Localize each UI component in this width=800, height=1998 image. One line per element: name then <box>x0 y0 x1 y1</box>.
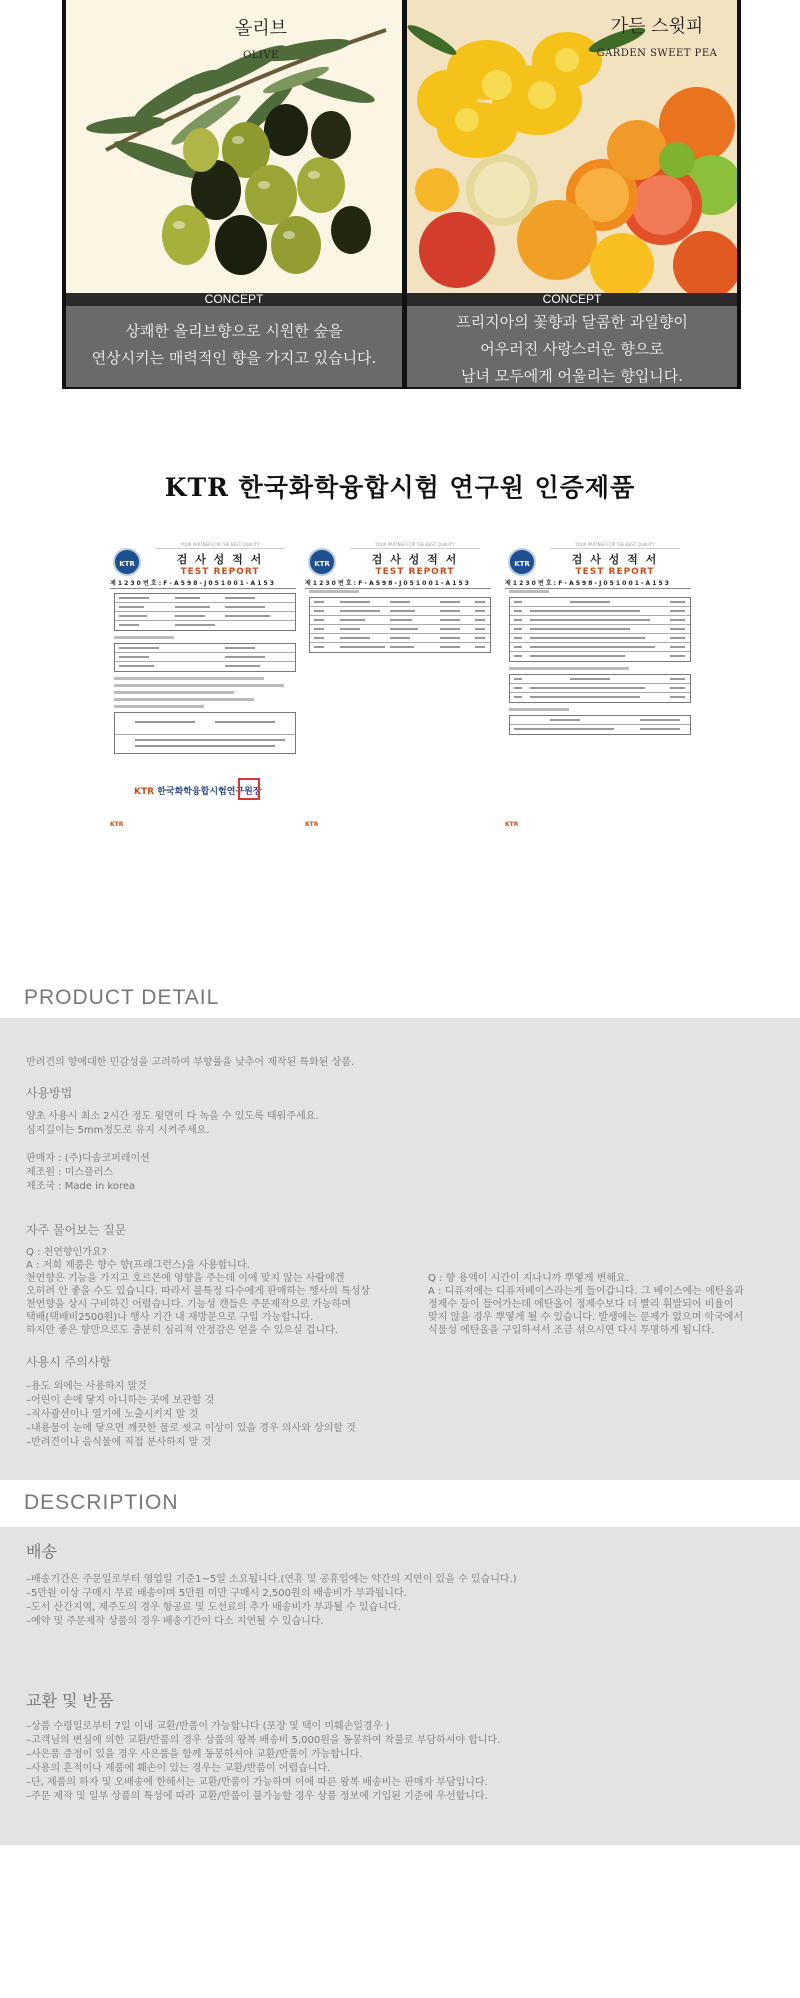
olive-title-en: OLIVE <box>243 50 279 61</box>
report-tagline: YOUR PARTNER FOR THE BEST QUALITY <box>155 542 285 549</box>
product-intro: 반려견의 향에대한 민감성을 고려하여 부향률을 낮추어 제작된 특화된 상품. <box>26 1057 355 1068</box>
report-header <box>155 542 285 577</box>
usage-line-2: 심지길이는 5mm정도로 유지 시켜주세요. <box>26 1125 210 1136</box>
divider <box>110 588 296 589</box>
origin-info: 제조국 : Made in korea <box>26 1181 136 1192</box>
exchange-line-4: –사용의 흔적이나 제품에 훼손이 있는 경우는 교환/반품이 어렵습니다. <box>26 1763 331 1774</box>
exchange-line-1: –상품 수령일로부터 7일 이내 교환/반품이 가능합니다 (포장 및 택이 미훼손일경우 ) <box>26 1721 390 1732</box>
report-number: 제 1 2 3 0 번 호 : F - A 5 9 8 - J 0 5 1 0 0 1 - A 1 5 3 <box>505 580 669 587</box>
report-title-ko: 검 사 성 적 서 <box>571 553 659 566</box>
shipping-line-4: –예약 및 주문제작 상품의 경우 배송기간이 다소 지연될 수 있습니다. <box>26 1616 324 1627</box>
exchange-line-5: –단, 제품의 하자 및 오배송에 한해서는 교환/반품이 가능하며 이에 따른 왕복 배송비는 판매자 부담입니다. <box>26 1777 488 1788</box>
report-number: 제 1 2 3 0 번 호 : F - A 5 9 8 - J 0 5 1 0 0 1 - A 1 5 3 <box>110 580 274 587</box>
faq-left-line-6: 택배(택배비2500원)나 행사 기간 내 재방문으로 구입 가능합니다. <box>26 1312 314 1323</box>
sweetpea-concept-text <box>407 306 737 387</box>
faq-left-line-7: 하지만 좋은 향만으로도 충분히 심리적 안정감은 얻을 수 있으실 겁니다. <box>26 1325 338 1336</box>
report-tagline: YOUR PARTNER FOR THE BEST QUALITY <box>550 542 680 549</box>
shipping-line-1: –배송기간은 주문일로부터 영업일 기준1~5일 소요됩니다.(연휴 및 공휴일에는 약간의 지연이 있을 수 있습니다.) <box>26 1574 517 1585</box>
exchange-line-3: –사은품 증정이 있을 경우 사은품을 함께 동봉하셔야 교환/반품이 가능합니다. <box>26 1749 363 1760</box>
sweetpea-concept-label: CONCEPT <box>407 293 737 306</box>
faq-right-line-4: 맞지 않을 경우 뿌옇게 될 수 있습니다. 발생에는 문제가 없으며 악국에서 <box>428 1312 744 1323</box>
olive-concept-panel <box>66 0 402 387</box>
shipping-line-2: –5만원 이상 구매시 무료 배송이며 5만원 미만 구매시 2,500원의 배송비가 부과됩니다. <box>26 1588 407 1599</box>
caution-line-4: –내용물이 눈에 닿으면 깨끗한 물로 씻고 이상이 있을 경우 의사와 상의할 것 <box>26 1423 356 1434</box>
faq-left-line-1: Q : 천연향인가요? <box>26 1247 107 1258</box>
sweetpea-concept-line-3: 남녀 모두에게 어울리는 향입니다. <box>461 367 683 385</box>
test-report-3 <box>505 538 695 828</box>
sweetpea-title-ko: 가든 스윗피 <box>610 16 704 37</box>
caution-title: 사용시 주의사항 <box>26 1355 111 1369</box>
olive-concept-label: CONCEPT <box>66 293 402 306</box>
faq-title: 자주 물어보는 질문 <box>26 1223 127 1237</box>
exchange-line-2: –고객님의 변심에 의한 교환/반품의 경우 상품의 왕복 배송비 5,000원을 동봉하여 착불로 부담하셔야 합니다. <box>26 1735 501 1746</box>
sweetpea-photo <box>407 0 737 293</box>
ktr-logo-icon: KTR <box>113 548 141 576</box>
test-report-1 <box>110 538 300 828</box>
olive-concept-text <box>66 306 402 387</box>
report-footer-logo: KTR <box>305 821 319 828</box>
caution-line-2: –어린이 손에 닿지 아니하는 곳에 보관할 것 <box>26 1395 215 1406</box>
ktr-brand: KTR 한국화학융합시험연구원장 <box>134 787 262 797</box>
report-tagline: YOUR PARTNER FOR THE BEST QUALITY <box>350 542 480 549</box>
sweetpea-title-en: GARDEN SWEET PEA <box>596 48 718 59</box>
usage-title: 사용방법 <box>26 1086 73 1100</box>
sweetpea-concept-line-1: 프리지아의 꽃향과 달콤한 과일향이 <box>456 313 688 331</box>
caution-line-3: –직사광선이나 열기에 노출시키지 말 것 <box>26 1409 199 1420</box>
report-title-ko: 검 사 성 적 서 <box>371 553 459 566</box>
report-header <box>350 542 480 577</box>
faq-right-line-5: 식물성 에탄올을 구입하셔서 조금 섞으시면 다시 투명하게 됩니다. <box>428 1325 715 1336</box>
olive-photo <box>66 0 402 293</box>
report-footer-logo: KTR <box>505 821 519 828</box>
olive-title <box>176 14 346 61</box>
faq-left-line-4: 오히려 안 좋을 수도 있습니다. 따라서 불특정 다수에게 판매하는 행사의 특성상 <box>26 1286 371 1297</box>
report-title-ko: 검 사 성 적 서 <box>176 553 264 566</box>
report-header <box>550 542 680 577</box>
olive-concept-line-2: 연상시키는 매력적인 향을 가지고 있습니다. <box>91 349 377 367</box>
report-title-en: TEST REPORT <box>575 567 655 577</box>
ktr-logo-icon: KTR <box>508 548 536 576</box>
shipping-title: 배송 <box>26 1542 57 1561</box>
sweetpea-concept-panel <box>407 0 737 387</box>
sweetpea-title <box>577 12 737 59</box>
shipping-line-3: –도서 산간지역, 제주도의 경우 항공료 및 도선료의 추가 배송비가 부과될 수 있습니다. <box>26 1602 401 1613</box>
faq-right-line-1: Q : 향 용액이 시간이 지나니까 뿌옇게 변해요. <box>428 1273 629 1284</box>
seller-info: 판매자 : (주)다솜코퍼레이션 <box>26 1153 150 1164</box>
report-body <box>509 590 691 740</box>
sweetpea-concept-line-2: 어우러진 사랑스러운 향으로 <box>480 340 664 358</box>
report-footer-logo: KTR <box>110 821 124 828</box>
test-report-2 <box>305 538 495 828</box>
description-heading: DESCRIPTION <box>24 1491 179 1514</box>
seal-stamp-icon <box>238 778 260 800</box>
report-title-en: TEST REPORT <box>375 567 455 577</box>
olive-concept-line-1: 상쾌한 올리브향으로 시원한 숲을 <box>125 322 343 340</box>
product-detail-heading: PRODUCT DETAIL <box>24 986 220 1009</box>
faq-right-line-3: 정제수 등이 들어가는데 에탄올이 정제수보다 더 빨리 휘발되어 비율이 <box>428 1299 734 1310</box>
description-section <box>0 1527 800 1845</box>
faq-left-line-5: 천연향을 상시 구비하긴 어렵습니다. 기능성 캔들은 주문제작으로 가능하며 <box>26 1299 351 1310</box>
report-body <box>114 590 296 759</box>
faq-left-line-2: A : 저희 제품은 향수 향(프래그런스)을 사용합니다. <box>26 1260 250 1271</box>
concept-frame <box>62 0 741 389</box>
divider <box>505 588 691 589</box>
usage-line-1: 양초 사용시 최소 2시간 정도 윗면이 다 녹을 수 있도록 태워주세요. <box>26 1111 319 1122</box>
divider <box>305 588 491 589</box>
product-detail-section <box>0 1018 800 1480</box>
olive-title-ko: 올리브 <box>234 18 288 39</box>
report-body <box>309 590 491 658</box>
report-title-en: TEST REPORT <box>180 567 260 577</box>
ktr-title: KTR 한국화학융합시험 연구원 인증제품 <box>164 473 636 502</box>
faq-left-line-3: 천연향은 기능을 가지고 호르몬에 영향을 주는데 이에 맞지 않는 사람에겐 <box>26 1273 345 1284</box>
caution-line-5: –반려견이나 음식물에 직접 분사하지 말 것 <box>26 1437 212 1448</box>
exchange-title: 교환 및 반품 <box>26 1691 114 1710</box>
caution-line-1: –용도 외에는 사용하지 말것 <box>26 1381 147 1392</box>
ktr-brand-name: 한국화학융합시험연구원장 <box>157 787 262 797</box>
report-number: 제 1 2 3 0 번 호 : F - A 5 9 8 - J 0 5 1 0 0 1 - A 1 5 3 <box>305 580 469 587</box>
test-reports <box>110 538 710 838</box>
faq-right-line-2: A : 디퓨져에는 디퓨저베이스라는게 들어갑니다. 그 베이스에는 에탄올과 <box>428 1286 744 1297</box>
ktr-logo-icon: KTR <box>308 548 336 576</box>
exchange-line-6: –주문 제작 및 일부 상품의 특성에 따라 교환/반품이 불가능할 경우 상품 정보에 기입된 기준에 우선합니다. <box>26 1791 488 1802</box>
manufacturer-info: 제조원 : 미스플러스 <box>26 1167 114 1178</box>
